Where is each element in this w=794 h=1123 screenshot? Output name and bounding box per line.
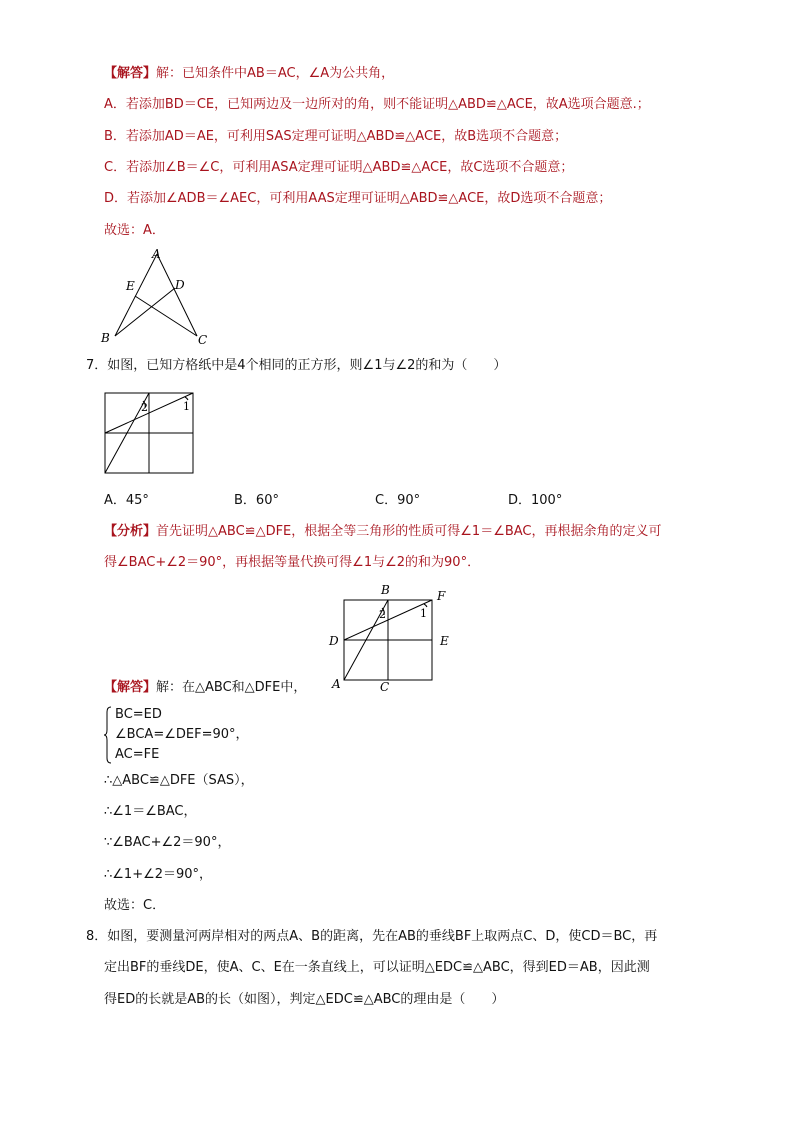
q8-stem-line-1: 8．如图，要测量河两岸相对的两点A、B的距离，先在AB的垂线BF上取两点C、D，使CD＝BC，再 [86, 929, 658, 944]
q6-option-b-analysis: B．若添加AD＝AE，可利用SAS定理可证明△ABD≌△ACE，故B选项不合题意； [104, 129, 568, 144]
condition-bc-ed: BC=ED [115, 707, 162, 722]
label-a: A [332, 677, 341, 691]
left-brace-icon [103, 706, 113, 764]
label-e: E [126, 279, 135, 293]
label-b: B [101, 331, 110, 345]
condition-ac-fe: AC=FE [115, 747, 160, 762]
q7-step-1: ∴△ABC≌△DFE（SAS）， [104, 773, 254, 788]
option-c: C．90° [375, 493, 421, 508]
q7-stem: 7．如图，已知方格纸中是4个相同的正方形，则∠1与∠2的和为（ ） [86, 358, 507, 373]
label-a: A [152, 247, 161, 261]
solution-tag: 【解答】 [104, 680, 157, 695]
q8-stem-line-2: 定出BF的垂线DE，使A、C、E在一条直线上，可以证明△EDC≌△ABC，得到ED＝AB，因此测 [104, 960, 650, 975]
q8-stem-line-3: 得ED的长就是AB的长（如图），判定△EDC≌△ABC的理由是（ ） [104, 992, 505, 1007]
side-ab [115, 254, 157, 336]
q6-solution-intro [104, 64, 394, 84]
q7-step-2: ∴∠1＝∠BAC， [104, 804, 197, 819]
label-angle-1: 1 [420, 607, 427, 620]
q7-solution-intro [104, 678, 306, 698]
analysis-tag: 【分析】 [104, 524, 157, 539]
label-d: D [175, 278, 185, 292]
q6-option-a-analysis: A．若添加BD＝CE，已知两边及一边所对的角，则不能证明△ABD≌△ACE，故A选项合题意.； [104, 97, 650, 112]
equation-system [103, 706, 303, 766]
side-ac [157, 254, 197, 336]
option-a: A．45° [104, 493, 149, 508]
condition-right-angles: ∠BCA=∠DEF=90°， [115, 727, 249, 742]
option-d: D．100° [508, 493, 563, 508]
q7-labelled-figure [326, 580, 456, 692]
segment-bd [115, 288, 175, 336]
q7-grid-figure [104, 392, 196, 476]
label-d: D [329, 634, 339, 648]
q6-answer: 故选：A． [104, 223, 165, 238]
q7-options [104, 491, 664, 511]
q6-option-d-analysis: D．若添加∠ADB＝∠AEC，可利用AAS定理可证明△ABD≌△ACE，故D选项不合题意； [104, 191, 612, 206]
q7-step-4: ∴∠1+∠2＝90°， [104, 867, 213, 882]
label-e: E [440, 634, 449, 648]
label-b: B [381, 583, 390, 597]
label-c: C [380, 680, 390, 692]
q6-option-c-analysis: C．若添加∠B＝∠C，可利用ASA定理可证明△ABD≌△ACE，故C选项不合题意； [104, 160, 574, 175]
solution-tag: 【解答】 [104, 66, 157, 81]
label-angle-2: 2 [141, 401, 148, 414]
solution-intro-text: 解：已知条件中AB＝AC，∠A为公共角， [156, 66, 395, 81]
label-c: C [198, 333, 208, 347]
option-b: B．60° [234, 493, 279, 508]
analysis-text-1: 首先证明△ABC≌△DFE，根据全等三角形的性质可得∠1＝∠BAC，再根据余角的定义可 [156, 524, 662, 539]
label-angle-2: 2 [379, 608, 386, 621]
solution-intro-text: 解：在△ABC和△DFE中， [156, 680, 307, 695]
q7-analysis-line-1 [104, 522, 662, 542]
label-f: F [437, 589, 446, 603]
q7-analysis-line-2: 得∠BAC+∠2＝90°，再根据等量代换可得∠1与∠2的和为90°． [104, 555, 481, 570]
label-angle-1: 1 [183, 400, 190, 413]
q6-triangle-figure [95, 244, 215, 348]
q7-answer: 故选：C． [104, 898, 166, 913]
q7-step-3: ∵∠BAC+∠2＝90°， [104, 835, 231, 850]
